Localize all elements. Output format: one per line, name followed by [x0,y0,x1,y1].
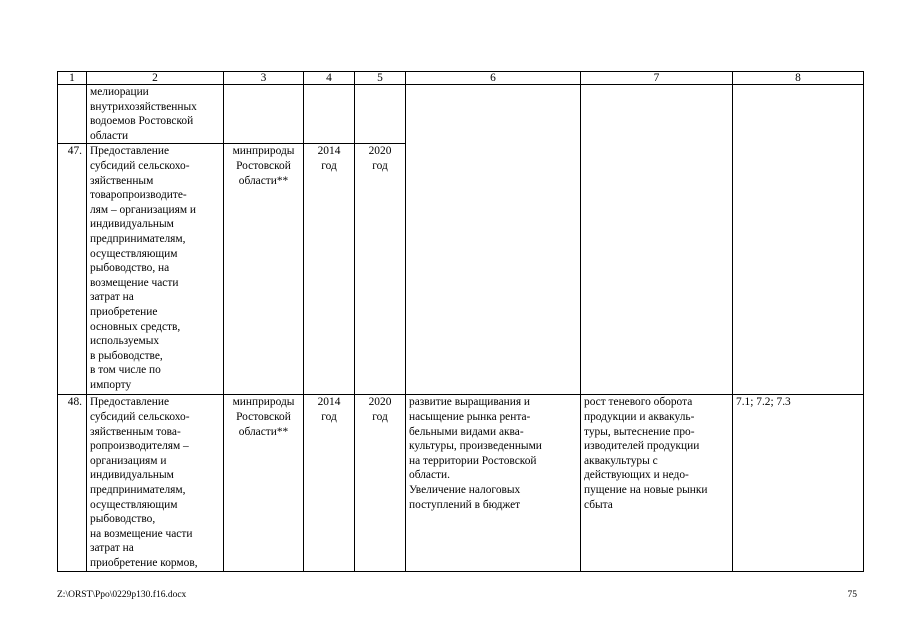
indicators-cell [733,85,864,395]
page-number: 75 [847,590,857,600]
risk-cell: рост теневого оборота продукции и аквакуль- туры, вытеснение про- изводителей продукции аквакультуры с действующих и недо- пущение на новые рынки сбыта [581,395,733,571]
indicators-cell: 7.1; 7.2; 7.3 [733,395,864,571]
col-header-3: 3 [224,72,304,85]
measure-cell: мелиорации внутрихозяйственных водоемов Ростовской области [87,85,224,144]
risk-cell [581,85,733,395]
consequence-cell: развитие выращивания и насыщение рынка рента- бельными видами аква- культуры, произведенными на территории Ростовской области. Увеличение налоговых поступлений в бюджет [406,395,581,571]
executor-cell [224,85,304,144]
col-header-8: 8 [733,72,864,85]
col-header-2: 2 [87,72,224,85]
col-header-5: 5 [355,72,406,85]
executor-cell: минприроды Ростовской области** [224,395,304,571]
row-number: 48. [58,395,87,571]
executor-cell: минприроды Ростовской области** [224,144,304,395]
start-cell [304,85,355,144]
end-cell: 2020 год [355,144,406,395]
end-cell: 2020 год [355,395,406,571]
start-cell: 2014 год [304,144,355,395]
row-number [58,85,87,144]
consequence-cell [406,85,581,395]
row-number: 47. [58,144,87,395]
table-row [58,85,864,144]
measures-table [57,71,864,572]
column-number-row [58,72,864,85]
col-header-6: 6 [406,72,581,85]
col-header-7: 7 [581,72,733,85]
footer-file-path: Z:\ORST\Ppo\0229p130.f16.docx [57,590,187,600]
start-cell: 2014 год [304,395,355,571]
measure-cell: Предоставление субсидий сельскохо- зяйственным това- ропроизводителям – организациям и индивидуальным предпринимателям, осуществляющим рыбоводство, на возмещение части затрат на приобретение кормов, [87,395,224,571]
table-row [58,395,864,571]
measure-cell: Предоставление субсидий сельскохо- зяйственным товаропроизводите- лям – организациям и индивидуальным предпринимателям, осуществляющим рыбоводство, на возмещение части затрат на приобретение основных средств, используемых в рыбоводстве, в том числе по импорту [87,144,224,395]
col-header-1: 1 [58,72,87,85]
col-header-4: 4 [304,72,355,85]
end-cell [355,85,406,144]
